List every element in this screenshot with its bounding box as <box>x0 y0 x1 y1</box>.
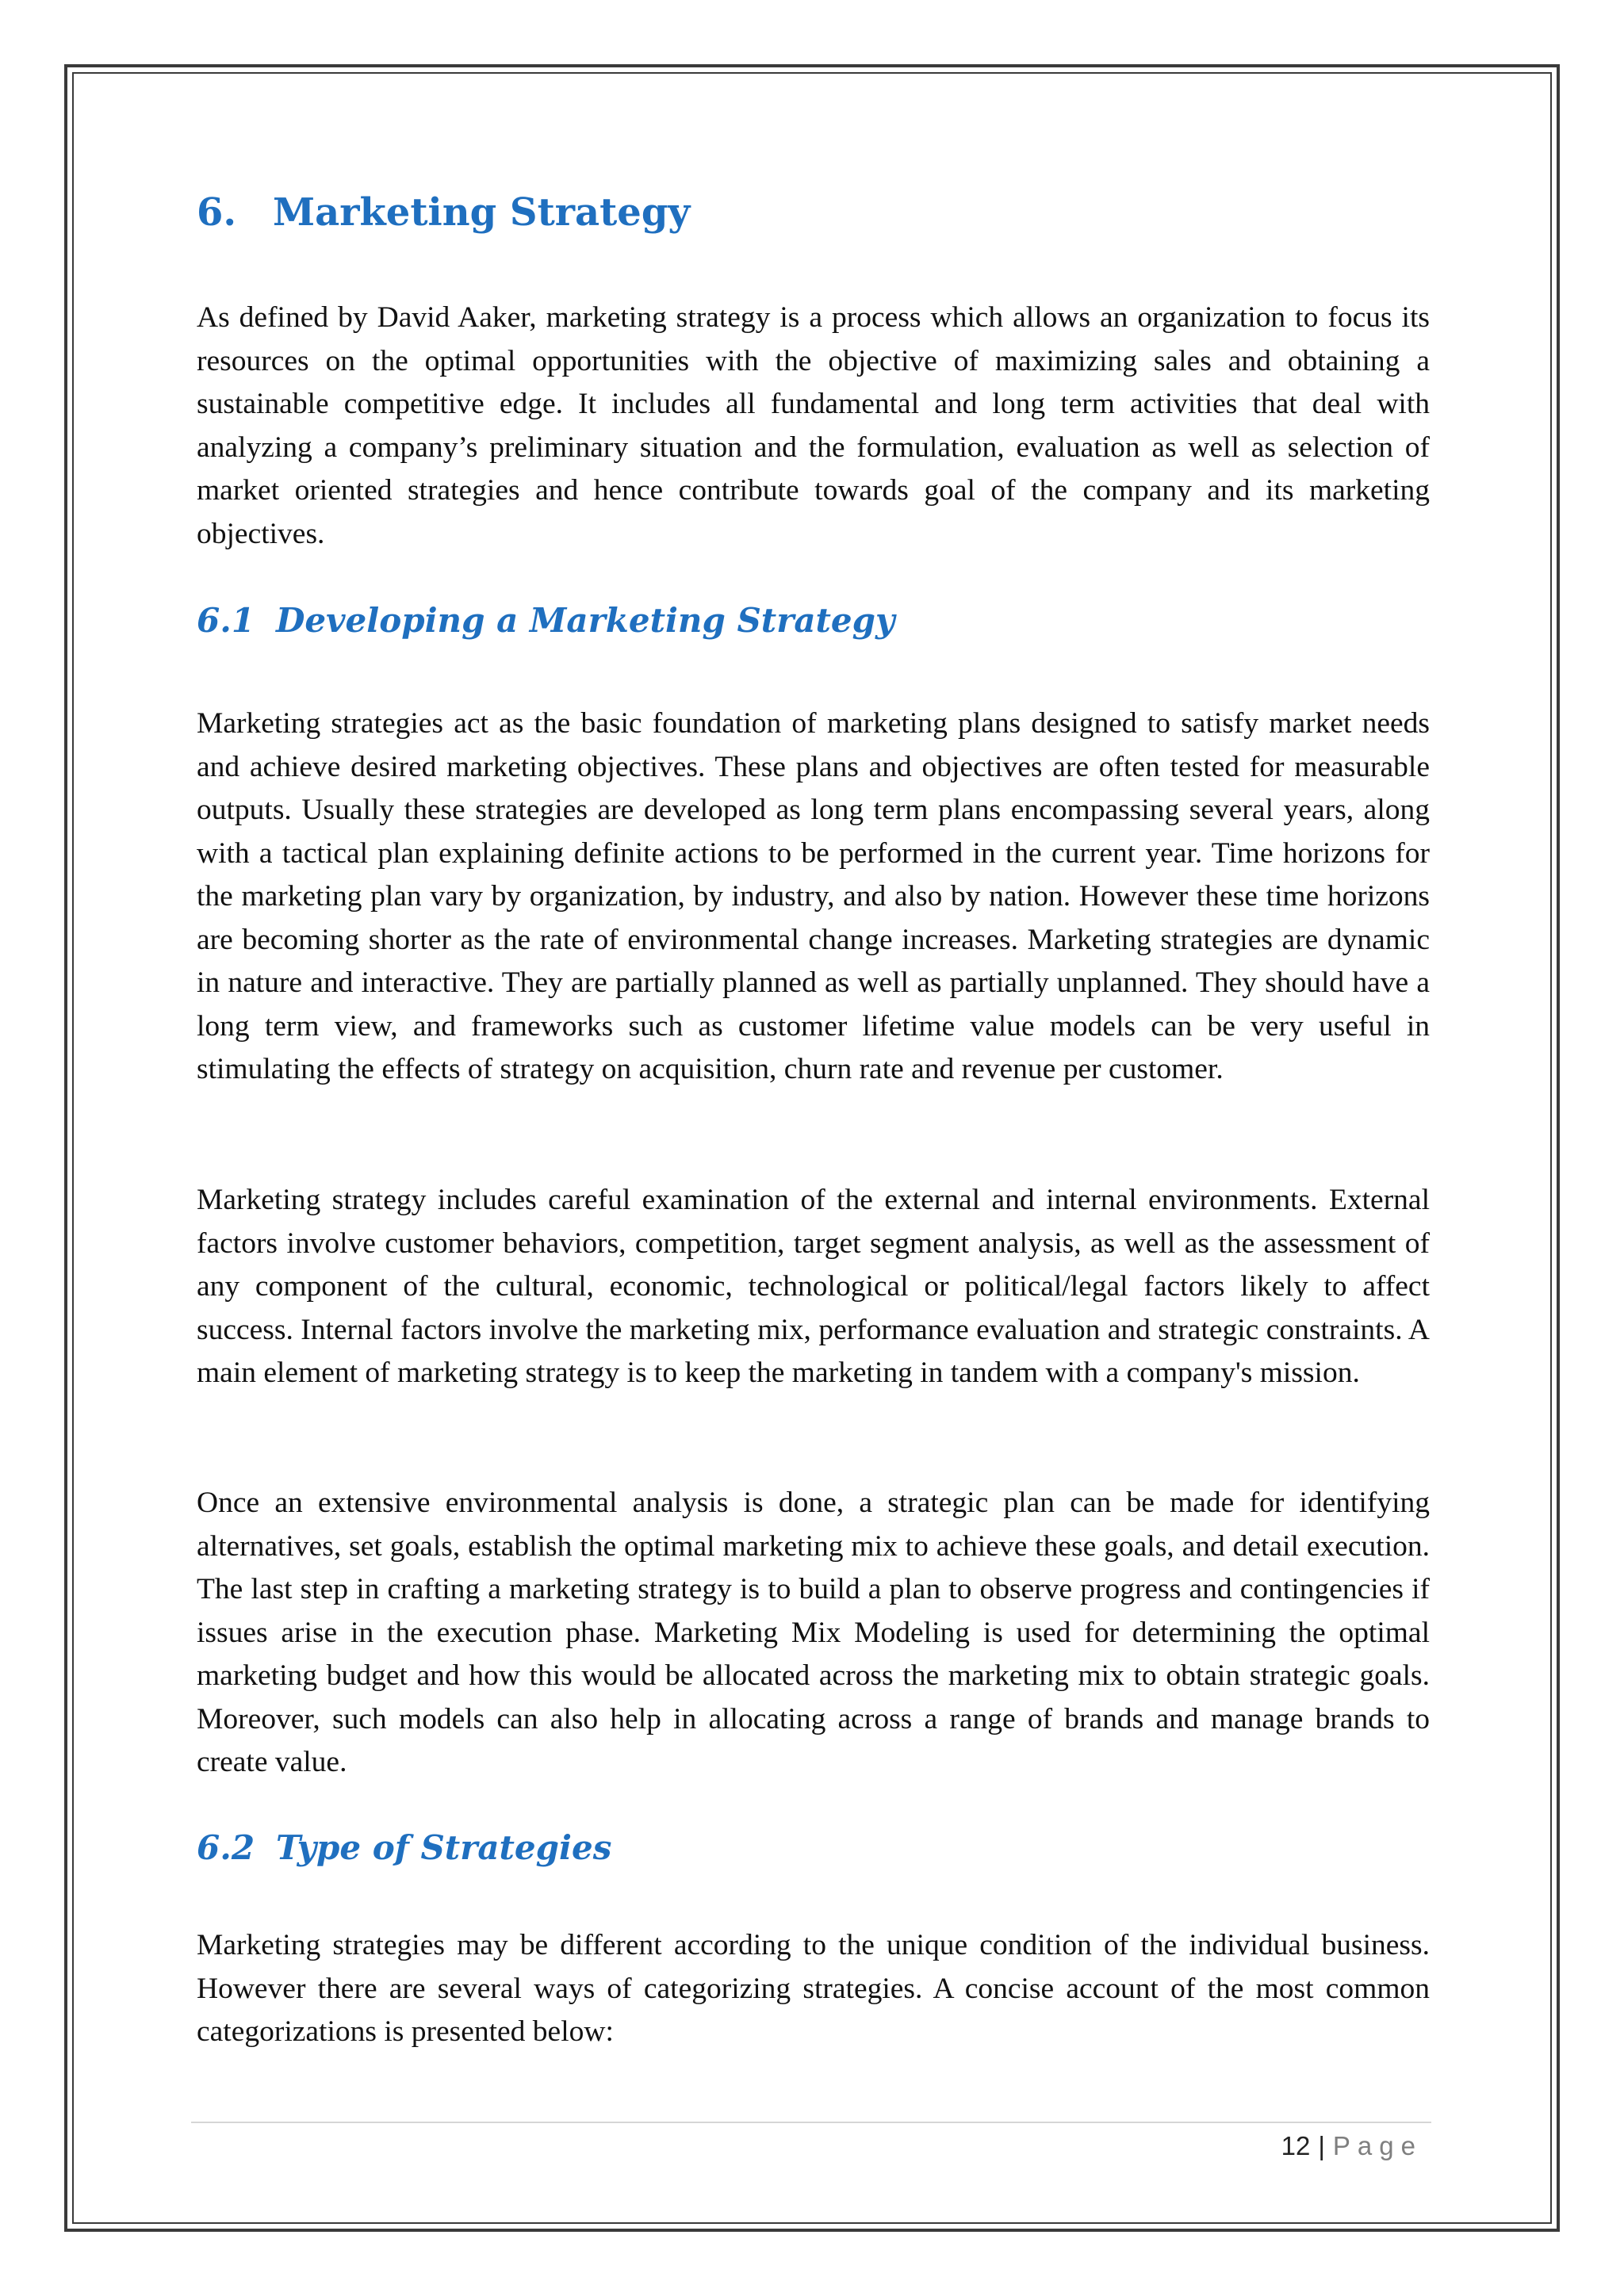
paragraph: Marketing strategies act as the basic foundation of marketing plans designed to satisfy market needs and achieve desired marketing objectives. These plans and objectives are often tested for measurable outputs. Usually these strategies are developed as long term plans encompassing several years, along with a tactical plan explaining definite actions to be performed in the current year. Time horizons for the marketing plan vary by organization, by industry, and also by nation. However these time horizons are becoming shorter as the rate of environmental change increases. Marketing strategies are dynamic in nature and interactive. They are partially planned as well as partially unplanned. They should have a long term view, and frameworks such as customer lifetime value models can be very useful in stimulating the effects of strategy on acquisition, churn rate and revenue per customer. <box>197 707 1430 1085</box>
footer-separator: | <box>1318 2131 1325 2160</box>
section-title: Marketing Strategy <box>273 190 691 235</box>
section-number: 6. <box>197 190 237 235</box>
page-footer <box>1281 2131 1423 2161</box>
intro-paragraph: As defined by David Aaker, marketing strategy is a process which allows an organization to focus its resources on the optimal opportunities with the objective of maximizing sales and obtaining a sustainable competitive edge. It includes all fundamental and long term activities that deal with analyzing a company’s preliminary situation and the formulation, evaluation as well as selection of market oriented strategies and hence contribute towards goal of the company and its marketing objectives. <box>197 301 1430 550</box>
paragraph: Marketing strategies may be different according to the unique condition of the individual business. However there are several ways of categorizing strategies. A concise account of the most common categorizations is presented below: <box>197 1929 1430 2048</box>
footer-divider <box>191 2122 1431 2123</box>
paragraph: Marketing strategy includes careful examination of the external and internal environments. External factors involve customer behaviors, competition, target segment analysis, as well as the assessment of any component of the cultural, economic, technological or political/legal factors likely to affect success. Internal factors involve the marketing mix, performance evaluation and strategic constraints. A main element of marketing strategy is to keep the marketing in tandem with a company's mission. <box>197 1184 1430 1389</box>
page-word: Page <box>1332 2131 1423 2160</box>
subsection-title: Type of Strategies <box>276 1828 612 1867</box>
subsection-heading-6-2 <box>197 1828 611 1867</box>
subsection-title: Developing a Marketing Strategy <box>276 601 895 640</box>
paragraph: Once an extensive environmental analysis is done, a strategic plan can be made for identifying alternatives, set goals, establish the optimal marketing mix to achieve these goals, and detail execution. The last step in crafting a marketing strategy is to build a plan to observe progress and contingencies if issues arise in the execution phase. Marketing Mix Modeling is used for determining the optimal marketing budget and how this would be allocated across the marketing mix to obtain strategic goals. Moreover, such models can also help in allocating across a range of brands and manage brands to create value. <box>197 1487 1430 1778</box>
subsection-number: 6.2 <box>197 1828 255 1867</box>
subsection-number: 6.1 <box>197 601 255 640</box>
section-heading <box>197 190 690 235</box>
subsection-heading-6-1 <box>197 601 894 640</box>
page-number: 12 <box>1281 2131 1311 2160</box>
